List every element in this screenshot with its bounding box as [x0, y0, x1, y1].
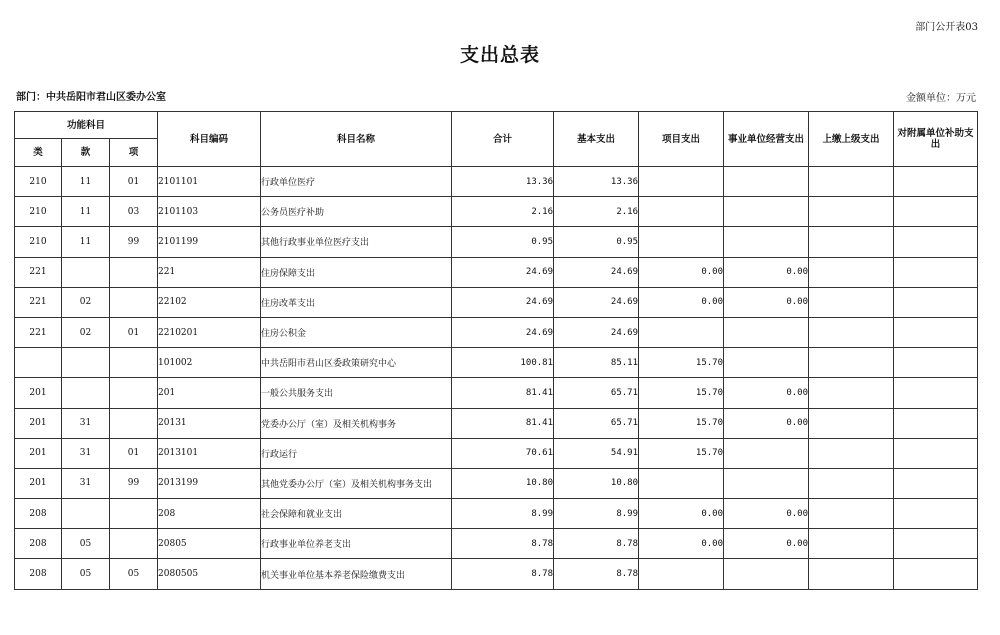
cell-upper	[809, 317, 894, 347]
cell-subsidy	[894, 167, 978, 197]
cell-lei: 210	[15, 167, 62, 197]
header-function-subject: 功能科目	[15, 112, 158, 139]
cell-project	[639, 227, 724, 257]
cell-business	[724, 468, 809, 498]
cell-name: 其他党委办公厅（室）及相关机构事务支出	[261, 468, 452, 498]
cell-code: 201	[158, 378, 261, 408]
cell-code: 2013101	[158, 438, 261, 468]
cell-project: 15.70	[639, 348, 724, 378]
cell-name: 行政事业单位养老支出	[261, 529, 452, 559]
cell-project	[639, 167, 724, 197]
table-row	[15, 408, 978, 438]
cell-upper	[809, 408, 894, 438]
cell-business	[724, 348, 809, 378]
cell-subsidy	[894, 408, 978, 438]
table-row	[15, 438, 978, 468]
cell-basic: 65.71	[554, 408, 639, 438]
cell-business	[724, 317, 809, 347]
cell-project	[639, 468, 724, 498]
cell-name: 住房公积金	[261, 317, 452, 347]
cell-kuan: 02	[62, 287, 110, 317]
cell-basic: 8.99	[554, 499, 639, 529]
cell-lei: 201	[15, 378, 62, 408]
cell-subsidy	[894, 468, 978, 498]
cell-lei: 221	[15, 257, 62, 287]
cell-lei: 210	[15, 197, 62, 227]
cell-project: 0.00	[639, 529, 724, 559]
cell-business: 0.00	[724, 408, 809, 438]
cell-total: 81.41	[452, 408, 554, 438]
cell-code: 22102	[158, 287, 261, 317]
cell-upper	[809, 227, 894, 257]
table-row	[15, 317, 978, 347]
cell-business: 0.00	[724, 287, 809, 317]
cell-lei: 208	[15, 529, 62, 559]
cell-kuan: 05	[62, 559, 110, 589]
cell-xiang: 99	[110, 227, 158, 257]
cell-basic: 24.69	[554, 317, 639, 347]
cell-subsidy	[894, 378, 978, 408]
cell-xiang: 01	[110, 317, 158, 347]
cell-upper	[809, 378, 894, 408]
cell-business	[724, 559, 809, 589]
cell-code: 2101101	[158, 167, 261, 197]
cell-kuan: 31	[62, 438, 110, 468]
table-row	[15, 287, 978, 317]
table-row	[15, 227, 978, 257]
cell-code: 2101103	[158, 197, 261, 227]
cell-kuan: 11	[62, 167, 110, 197]
cell-subsidy	[894, 348, 978, 378]
cell-total: 10.80	[452, 468, 554, 498]
cell-business: 0.00	[724, 257, 809, 287]
header-xiang: 项	[110, 139, 158, 167]
cell-kuan: 31	[62, 408, 110, 438]
table-row	[15, 167, 978, 197]
cell-total: 8.78	[452, 559, 554, 589]
header-lei: 类	[15, 139, 62, 167]
cell-total: 8.99	[452, 499, 554, 529]
cell-code: 2210201	[158, 317, 261, 347]
header-kuan: 款	[62, 139, 110, 167]
header-upper-remit: 上缴上级支出	[809, 112, 894, 167]
cell-subsidy	[894, 287, 978, 317]
expenditure-table	[14, 111, 978, 590]
cell-business: 0.00	[724, 378, 809, 408]
cell-basic: 0.95	[554, 227, 639, 257]
cell-business	[724, 438, 809, 468]
cell-name: 机关事业单位基本养老保险缴费支出	[261, 559, 452, 589]
cell-business: 0.00	[724, 499, 809, 529]
cell-xiang	[110, 287, 158, 317]
cell-kuan	[62, 499, 110, 529]
header-subsidy: 对附属单位补助支出	[894, 112, 978, 167]
header-business-expenditure: 事业单位经营支出	[724, 112, 809, 167]
cell-xiang: 01	[110, 438, 158, 468]
cell-name: 住房改革支出	[261, 287, 452, 317]
cell-code: 2013199	[158, 468, 261, 498]
cell-total: 13.36	[452, 167, 554, 197]
cell-project: 0.00	[639, 287, 724, 317]
table-row	[15, 257, 978, 287]
cell-xiang	[110, 378, 158, 408]
cell-lei: 221	[15, 287, 62, 317]
cell-project: 15.70	[639, 438, 724, 468]
cell-name: 社会保障和就业支出	[261, 499, 452, 529]
cell-upper	[809, 529, 894, 559]
cell-basic: 65.71	[554, 378, 639, 408]
cell-subsidy	[894, 227, 978, 257]
department-label: 部门：中共岳阳市君山区委办公室	[16, 92, 166, 103]
cell-lei: 221	[15, 317, 62, 347]
cell-code: 101002	[158, 348, 261, 378]
cell-kuan: 11	[62, 227, 110, 257]
header-total: 合计	[452, 112, 554, 167]
table-row	[15, 197, 978, 227]
cell-upper	[809, 348, 894, 378]
cell-upper	[809, 438, 894, 468]
cell-name: 中共岳阳市君山区委政策研究中心	[261, 348, 452, 378]
cell-project: 0.00	[639, 499, 724, 529]
cell-business	[724, 227, 809, 257]
cell-name: 公务员医疗补助	[261, 197, 452, 227]
cell-project: 15.70	[639, 408, 724, 438]
cell-project	[639, 197, 724, 227]
cell-subsidy	[894, 559, 978, 589]
cell-name: 行政运行	[261, 438, 452, 468]
cell-upper	[809, 167, 894, 197]
cell-xiang: 99	[110, 468, 158, 498]
cell-total: 70.61	[452, 438, 554, 468]
cell-name: 党委办公厅（室）及相关机构事务	[261, 408, 452, 438]
cell-subsidy	[894, 257, 978, 287]
cell-code: 20131	[158, 408, 261, 438]
cell-total: 24.69	[452, 257, 554, 287]
cell-upper	[809, 468, 894, 498]
header-subject-name: 科目名称	[261, 112, 452, 167]
cell-xiang: 05	[110, 559, 158, 589]
cell-subsidy	[894, 499, 978, 529]
cell-kuan: 02	[62, 317, 110, 347]
cell-total: 81.41	[452, 378, 554, 408]
page-title: 支出总表	[459, 44, 540, 66]
cell-kuan: 05	[62, 529, 110, 559]
table-row	[15, 468, 978, 498]
cell-lei: 201	[15, 408, 62, 438]
cell-kuan: 11	[62, 197, 110, 227]
cell-project: 0.00	[639, 257, 724, 287]
cell-upper	[809, 287, 894, 317]
table-row	[15, 499, 978, 529]
table-row	[15, 348, 978, 378]
cell-xiang	[110, 499, 158, 529]
cell-xiang	[110, 348, 158, 378]
cell-upper	[809, 257, 894, 287]
cell-subsidy	[894, 197, 978, 227]
cell-business: 0.00	[724, 529, 809, 559]
cell-total: 2.16	[452, 197, 554, 227]
cell-code: 20805	[158, 529, 261, 559]
cell-name: 其他行政事业单位医疗支出	[261, 227, 452, 257]
cell-xiang: 01	[110, 167, 158, 197]
header-subject-code: 科目编码	[158, 112, 261, 167]
cell-lei: 201	[15, 468, 62, 498]
cell-name: 行政单位医疗	[261, 167, 452, 197]
cell-basic: 8.78	[554, 559, 639, 589]
cell-basic: 24.69	[554, 257, 639, 287]
cell-name: 一般公共服务支出	[261, 378, 452, 408]
cell-code: 2080505	[158, 559, 261, 589]
cell-name: 住房保障支出	[261, 257, 452, 287]
cell-kuan: 31	[62, 468, 110, 498]
table-row	[15, 529, 978, 559]
cell-kuan	[62, 348, 110, 378]
cell-basic: 2.16	[554, 197, 639, 227]
cell-xiang	[110, 408, 158, 438]
cell-basic: 8.78	[554, 529, 639, 559]
cell-xiang	[110, 529, 158, 559]
cell-subsidy	[894, 438, 978, 468]
cell-lei: 201	[15, 438, 62, 468]
form-code: 部门公开表03	[915, 22, 978, 33]
table-row	[15, 378, 978, 408]
cell-lei: 208	[15, 499, 62, 529]
cell-basic: 85.11	[554, 348, 639, 378]
cell-kuan	[62, 378, 110, 408]
cell-subsidy	[894, 317, 978, 347]
cell-lei	[15, 348, 62, 378]
cell-upper	[809, 559, 894, 589]
cell-total: 24.69	[452, 317, 554, 347]
cell-project	[639, 317, 724, 347]
table-row	[15, 559, 978, 589]
cell-subsidy	[894, 529, 978, 559]
amount-unit-label: 金额单位：万元	[906, 93, 976, 104]
cell-basic: 24.69	[554, 287, 639, 317]
cell-upper	[809, 499, 894, 529]
cell-code: 2101199	[158, 227, 261, 257]
cell-business	[724, 167, 809, 197]
cell-lei: 210	[15, 227, 62, 257]
cell-upper	[809, 197, 894, 227]
cell-kuan	[62, 257, 110, 287]
cell-xiang	[110, 257, 158, 287]
header-basic-expenditure: 基本支出	[554, 112, 639, 167]
cell-basic: 10.80	[554, 468, 639, 498]
header-project-expenditure: 项目支出	[639, 112, 724, 167]
cell-total: 100.81	[452, 348, 554, 378]
cell-code: 221	[158, 257, 261, 287]
cell-total: 0.95	[452, 227, 554, 257]
cell-lei: 208	[15, 559, 62, 589]
cell-xiang: 03	[110, 197, 158, 227]
cell-basic: 13.36	[554, 167, 639, 197]
cell-basic: 54.91	[554, 438, 639, 468]
cell-total: 24.69	[452, 287, 554, 317]
cell-project	[639, 559, 724, 589]
cell-business	[724, 197, 809, 227]
cell-code: 208	[158, 499, 261, 529]
cell-project: 15.70	[639, 378, 724, 408]
cell-total: 8.78	[452, 529, 554, 559]
